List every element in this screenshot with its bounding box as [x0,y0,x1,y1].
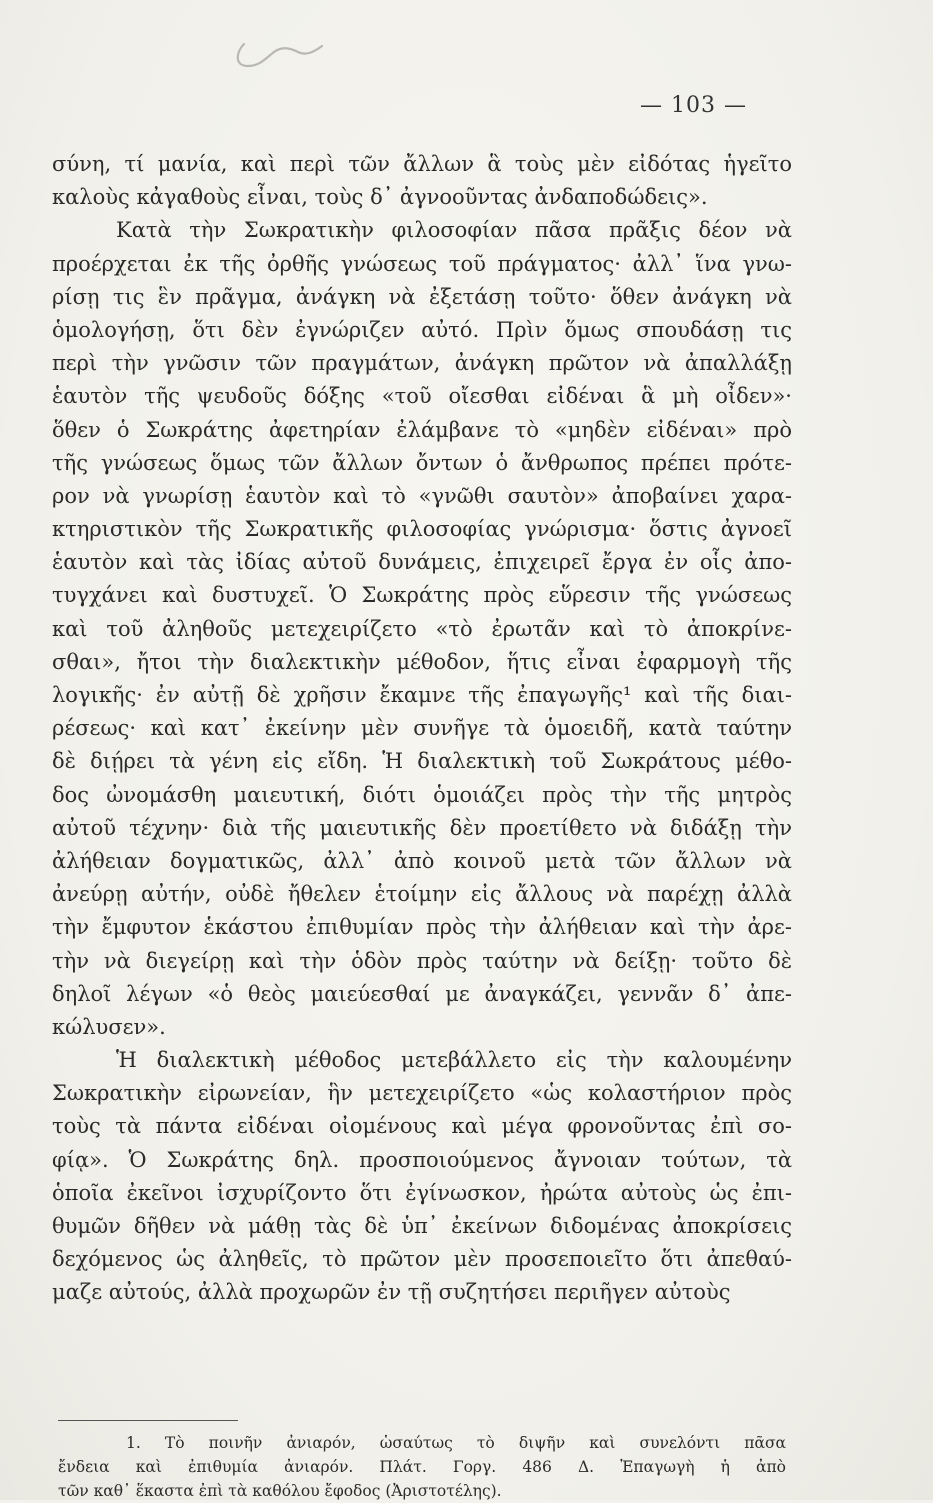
text-line: ἀνεύρῃ αὐτήν, οὐδὲ ἤθελεν ἑτοίμην εἰς ἄλλους νὰ παρέχῃ ἀλλὰ [52,882,792,907]
text-line: περὶ τὴν γνῶσιν τῶν πραγμάτων, ἀνάγκη πρῶτον νὰ ἀπαλλάξῃ [52,351,792,376]
text-line: τῆς γνώσεως ὅμως τῶν ἄλλων ὄντων ὁ ἄνθρωπος πρέπει πρότε- [52,450,792,475]
footnote-separator [58,1420,238,1421]
text-line: Κατὰ τὴν Σωκρατικὴν φιλοσοφίαν πᾶσα πρᾶξις δέον νὰ [116,218,792,243]
text-line: θυμῶν δῆθεν νὰ μάθῃ τὰς δὲ ὑπ᾽ ἐκείνων διδομένας ἀποκρίσεις [52,1214,792,1238]
text-line: ὅθεν ὁ Σωκράτης ἀφετηρίαν ἐλάμβανε τὸ «μηδὲν εἰδέναι» πρὸ [52,417,792,442]
text-line: δος ὠνομάσθη μαιευτική, διότι ὁμοιάζει πρὸς τὴν τῆς μητρὸς [52,782,792,807]
text-line: φίᾳ». Ὁ Σωκράτης δηλ. προσποιούμενος ἄγνοιαν τούτων, τὰ [52,1147,792,1172]
text-line: ρον νὰ γνωρίσῃ ἑαυτὸν καὶ τὸ «γνῶθι σαυτὸν» ἀποβαίνει χαρα- [52,483,792,508]
text-line: ἑαυτὸν καὶ τὰς ἰδίας αὐτοῦ δυνάμεις, ἐπιχειρεῖ ἔργα ἐν οἷς ἀπο- [52,550,792,575]
text-line: καὶ τοῦ ἀληθοῦς μετεχειρίζετο «τὸ ἐρωτᾶν καὶ τὸ ἀποκρίνε- [52,616,792,641]
text-line: Ἡ διαλεκτικὴ μέθοδος μετεβάλλετο εἰς τὴν καλουμένην [116,1048,792,1073]
text-line: ρίσῃ τις ἓν πρᾶγμα, ἀνάγκη νὰ ἐξετάσῃ τοῦτο· ὅθεν ἀνάγκη νὰ [52,284,792,309]
text-line: δεχόμενος ὡς ἀληθεῖς, τὸ πρῶτον μὲν προσεποιεῖτο ὅτι ἀπεθαύ- [52,1247,792,1272]
footnote-line: ἔνδεια καὶ ἐπιθυμία ἀνιαρόν. Πλάτ. Γοργ. 486 Δ. Ἐπαγωγὴ ἡ ἀπὸ [58,1458,786,1476]
text-line: τὴν νὰ διεγείρῃ καὶ τὴν ὁδὸν πρὸς ταύτην νὰ δείξῃ· τοῦτο δὲ [52,948,792,973]
text-line: σθαι», ἤτοι τὴν διαλεκτικὴν μέθοδον, ἥτις εἶναι ἐφαρμογὴ τῆς [52,649,792,674]
text-line: σύνη, τί μανία, καὶ περὶ τῶν ἄλλων ἃ τοὺς μὲν εἰδότας ἡγεῖτο [52,152,792,176]
text-line: λογικῆς· ἐν αὐτῇ δὲ χρῆσιν ἔκαμνε τῆς ἐπαγωγῆς¹ καὶ τῆς διαι- [52,683,792,707]
footnote-line: 1. Τὸ ποινῆν ἀνιαρόν, ὡσαύτως τὸ διψῆν καὶ συνελόντι πᾶσα [126,1434,786,1452]
text-line: προέρχεται ἐκ τῆς ὀρθῆς γνώσεως τοῦ πράγματος· ἀλλ᾽ ἵνα γνω- [52,251,792,276]
text-line: καλοὺς κἀγαθοὺς εἶναι, τοὺς δ᾽ ἀγνοοῦντας ἀνδαποδώδεις». [52,185,708,210]
text-line: κώλυσεν». [52,1014,166,1039]
text-line: ρέσεως· καὶ κατ᾽ ἐκείνην μὲν συνῆγε τὰ ὁμοειδῆ, κατὰ ταύτην [52,716,792,741]
text-line: τυγχάνει καὶ δυστυχεῖ. Ὁ Σωκράτης πρὸς εὕρεσιν τῆς γνώσεως [52,583,792,608]
footnotes [58,1431,786,1503]
text-line: ὁποῖα ἐκεῖνοι ἰσχυρίζοντο ὅτι ἐγίνωσκον, ἠρώτα αὐτοὺς ὡς ἐπι- [52,1180,792,1205]
page-number: — 103 — [640,93,747,118]
text-line: Σωκρατικὴν εἰρωνείαν, ἣν μετεχειρίζετο «ὡς κολαστήριον πρὸς [52,1081,792,1106]
text-line: τὴν ἔμφυτον ἑκάστου ἐπιθυμίαν πρὸς τὴν ἀλήθειαν καὶ τὴν ἀρε- [52,915,792,940]
text-line: ἀλήθειαν δογματικῶς, ἀλλ᾽ ἀπὸ κοινοῦ μετὰ τῶν ἄλλων νὰ [52,848,792,873]
text-line: ἑαυτὸν τῆς ψευδοῦς δόξης «τοῦ οἴεσθαι εἰδέναι ἃ μὴ οἶδεν»· [52,384,792,409]
text-line: τοὺς τὰ πάντα εἰδέναι οἰομένους καὶ μέγα φρονοῦντας ἐπὶ σο- [52,1114,792,1139]
footnote-line: τῶν καθ᾽ ἕκαστα ἐπὶ τὰ καθόλου ἔφοδος (Ἀριστοτέλης). [58,1482,502,1500]
text-line: αὐτοῦ τέχνην· διὰ τῆς μαιευτικῆς δὲν προετίθετο νὰ διδάξῃ τὴν [52,815,792,840]
handwritten-mark [222,22,342,82]
text-line: κτηριστικὸν τῆς Σωκρατικῆς φιλοσοφίας γνώρισμα· ὅστις ἀγνοεῖ [52,517,792,542]
text-line: ὁμολογήσῃ, ὅτι δὲν ἐγνώριζεν αὐτό. Πρὶν ὅμως σπουδάσῃ τις [52,317,792,342]
text-line: δὲ διῄρει τὰ γένη εἰς εἴδη. Ἡ διαλεκτικὴ τοῦ Σωκράτους μέθο- [52,749,792,774]
body-text [52,148,792,1310]
text-line: δηλοῖ λέγων «ὁ θεὸς μαιεύεσθαί με ἀναγκάζει, γεννᾶν δ᾽ ἀπε- [52,981,792,1006]
text-line: μαζε αὐτούς, ἀλλὰ προχωρῶν ἐν τῇ συζητήσει περιῆγεν αὐτοὺς [52,1280,731,1305]
